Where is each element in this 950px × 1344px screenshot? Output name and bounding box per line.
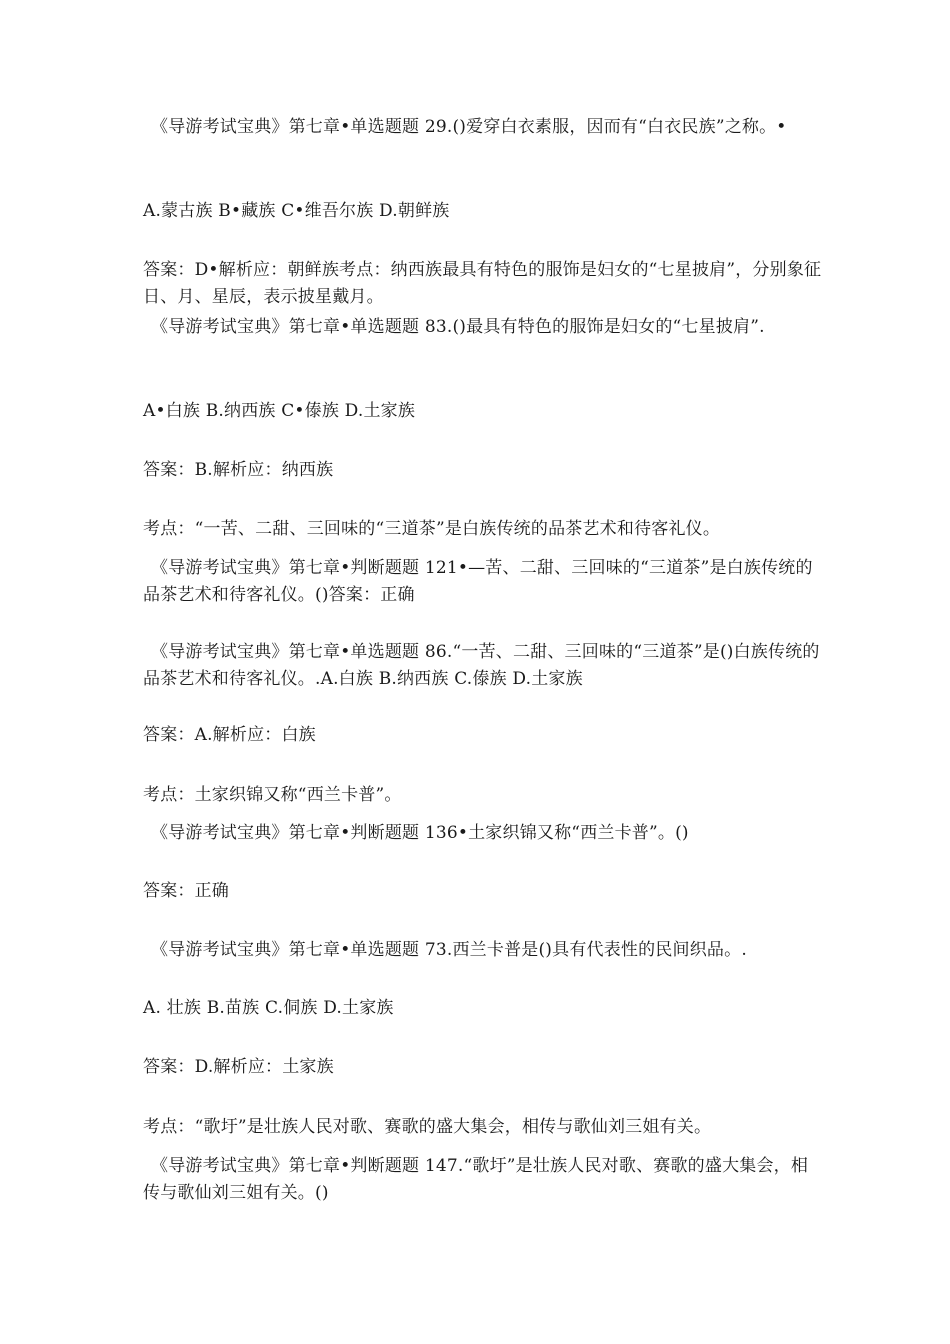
question-29: 《导游考试宝典》第七章•单选题题 29.()爱穿白衣素服，因而有“白衣民族”之称。• xyxy=(151,117,787,137)
key-point-tea: 考点：“一苦、二甜、三回味的“三道茶”是白族传统的品茶艺术和待客礼仪。 xyxy=(143,519,721,539)
question-83: 《导游考试宝典》第七章•单选题题 83.()最具有特色的服饰是妇女的“七星披肩”. xyxy=(151,317,765,337)
question-83-options: A•白族 B.纳西族 C•傣族 D.土家族 xyxy=(143,401,416,421)
answer-83: 答案：B.解析应：纳西族 xyxy=(143,460,334,480)
question-73-options: A. 壮族 B.苗族 C.侗族 D.土家族 xyxy=(143,998,394,1018)
question-147: 《导游考试宝典》第七章•判断题题 147.“歌圩”是壮族人民对歌、赛歌的盛大集会，相传与歌仙刘三姐有关。() xyxy=(143,1156,809,1203)
answer-136: 答案：正确 xyxy=(143,881,229,901)
answer-86: 答案：A.解析应：白族 xyxy=(143,725,316,745)
question-73: 《导游考试宝典》第七章•单选题题 73.西兰卡普是()具有代表性的民间织品。. xyxy=(151,940,747,960)
question-86: 《导游考试宝典》第七章•单选题题 86.“一苦、二甜、三回味的“三道茶”是()白族传统的品茶艺术和待客礼仪。.A.白族 B.纳西族 C.傣族 D.土家族 xyxy=(143,642,820,689)
question-29-options: A.蒙古族 B•藏族 C•维吾尔族 D.朝鲜族 xyxy=(143,201,450,221)
answer-73: 答案：D.解析应：土家族 xyxy=(143,1057,334,1077)
key-point-gexu: 考点：“歌圩”是壮族人民对歌、赛歌的盛大集会，相传与歌仙刘三姐有关。 xyxy=(143,1117,712,1137)
question-136: 《导游考试宝典》第七章•判断题题 136•土家织锦又称“西兰卡普”。() xyxy=(151,823,689,843)
question-121: 《导游考试宝典》第七章•判断题题 121•—苦、二甜、三回味的“三道茶”是白族传统的品茶艺术和待客礼仪。()答案：正确 xyxy=(143,558,813,605)
key-point-brocade: 考点：土家织锦又称“西兰卡普”。 xyxy=(143,785,402,805)
answer-29: 答案：D•解析应：朝鲜族考点：纳西族最具有特色的服饰是妇女的“七星披肩”，分别象征日、月、星辰，表示披星戴月。 xyxy=(143,260,822,307)
